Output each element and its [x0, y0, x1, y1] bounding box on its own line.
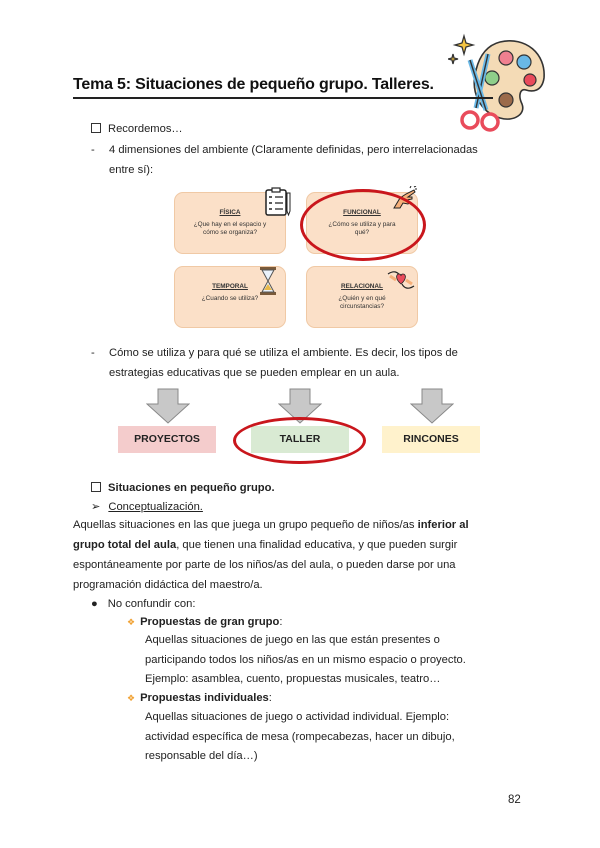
sparkle-icon [448, 36, 473, 64]
gran-grupo-line1: Aquellas situaciones de juego en las que están presentes o [145, 634, 440, 646]
gran-grupo-line2: participando todos los niños/as en un mismo espacio o proyecto. [145, 654, 466, 666]
card-fisica-question: ¿Que hay en el espacio y cómo se organiza? [193, 221, 267, 236]
gran-grupo-heading: ❖ Propuestas de gran grupo: [127, 616, 283, 628]
checkbox-icon [91, 123, 101, 133]
card-temporal-question: ¿Cuando se utiliza? [201, 295, 259, 302]
down-arrow-icon [146, 388, 190, 424]
card-funcional-title: FUNCIONAL [343, 209, 381, 216]
diamond-bullet-icon: ❖ [127, 693, 136, 703]
dimensions-intro-line2: entre sí): [109, 164, 154, 176]
uso-line1: Cómo se utiliza y para qué se utiliza el ambiente. Es decir, los tipos de [109, 347, 458, 359]
down-arrow-icon [410, 388, 454, 424]
palette-scissors-illustration [448, 30, 548, 135]
concept-heading: Conceptualización. [108, 501, 203, 513]
section-heading-item [91, 478, 275, 498]
definition-line4: programación didáctica del maestro/a. [73, 579, 263, 591]
page-number: 82 [508, 794, 521, 806]
gran-grupo-line3: Ejemplo: asamblea, cuento, propuestas musicales, teatro… [145, 673, 441, 685]
no-confundir-item [91, 594, 195, 614]
strategy-proyectos: PROYECTOS [118, 426, 216, 453]
concept-item [91, 497, 203, 517]
dash-bullet-2: - [91, 347, 95, 359]
individuales-line1: Aquellas situaciones de juego o actividad individual. Ejemplo: [145, 711, 450, 723]
dash-bullet: - [91, 144, 95, 156]
card-fisica-title: FÍSICA [219, 209, 241, 216]
hands-heart-icon [386, 266, 416, 294]
diamond-bullet-icon: ❖ [127, 617, 136, 627]
hourglass-icon [258, 266, 278, 296]
funcional-highlight-circle [300, 189, 426, 261]
definition-line3: espontáneamente por parte de los niños/as del aula, o pueden darse por una [73, 559, 456, 571]
taller-highlight-circle [233, 417, 366, 464]
page-title: Tema 5: Situaciones de pequeño grupo. Talleres. [73, 76, 434, 93]
recordemos-item [91, 119, 183, 139]
uso-line2: estrategias educativas que se pueden emplear en un aula. [109, 367, 400, 379]
card-relacional-question: ¿Quién y en qué circunstancias? [338, 295, 386, 310]
card-temporal-title: TEMPORAL [212, 283, 248, 290]
strategy-rincones: RINCONES [382, 426, 480, 453]
no-confundir-text: No confundir con: [107, 598, 196, 610]
dimensions-intro-line1: 4 dimensiones del ambiente (Claramente definidas, pero interrelacionadas [109, 144, 478, 156]
arrowhead-bullet-icon: ➢ [91, 501, 101, 513]
recordemos-text: Recordemos… [108, 123, 183, 135]
individuales-line2: actividad específica de mesa (rompecabezas, hacer un dibujo, [145, 731, 455, 743]
bullet-dot-icon: ● [91, 598, 98, 610]
individuales-heading: ❖ Propuestas individuales: [127, 692, 272, 704]
section-heading: Situaciones en pequeño grupo. [108, 482, 275, 494]
clipboard-checklist-icon [264, 187, 292, 217]
card-funcional-question: ¿Cómo se utiliza y para qué? [328, 221, 396, 236]
individuales-line3: responsable del día…) [145, 750, 258, 762]
definition-line2: grupo total del aula, que tienen una finalidad educativa, y que pueden surgir [73, 539, 458, 551]
definition-line1: Aquellas situaciones en las que juega un grupo pequeño de niños/as inferior al [73, 519, 469, 531]
card-relacional-title: RELACIONAL [341, 283, 383, 290]
title-underline [73, 97, 493, 99]
strategy-taller: TALLER [251, 426, 349, 453]
checkbox-icon [91, 482, 101, 492]
